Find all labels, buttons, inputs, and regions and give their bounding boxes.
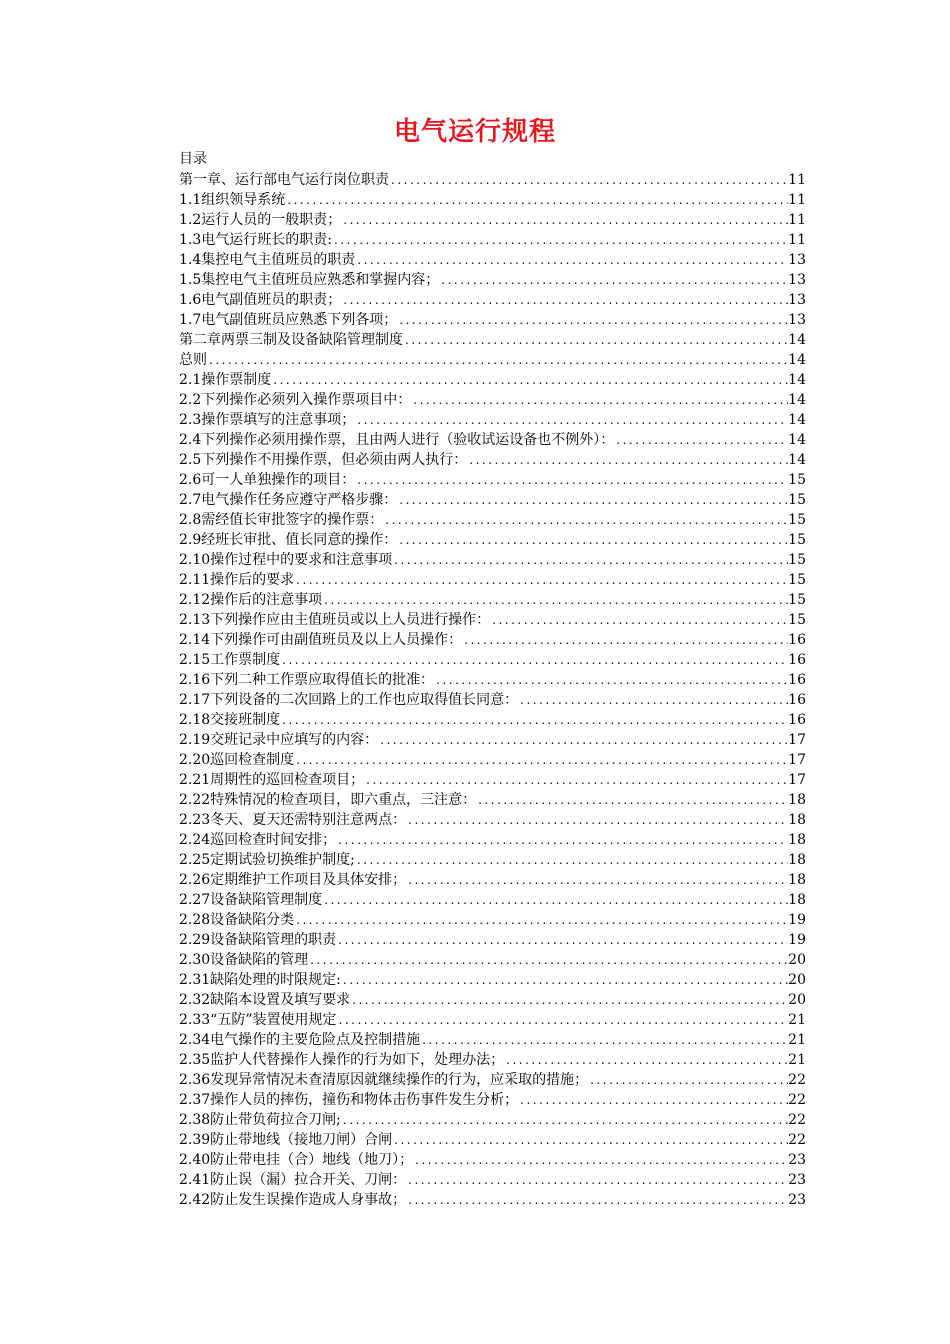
toc-entry-title: 2.27设备缺陷管理制度: [179, 892, 323, 908]
toc-entry[interactable]: [179, 350, 806, 370]
toc-entry[interactable]: [179, 690, 806, 710]
toc-entry-page: 23: [788, 1172, 806, 1188]
toc-entry-page: 14: [788, 392, 806, 408]
toc-entry[interactable]: [179, 1070, 806, 1090]
toc-entry-page: 11: [788, 192, 806, 208]
toc-entry-page: 18: [788, 832, 806, 848]
toc-dot-leader: [434, 670, 788, 690]
toc-entry[interactable]: [179, 470, 806, 490]
toc-dot-leader: [322, 590, 788, 610]
toc-entry-title: 1.5集控电气主值班员应熟悉和掌握内容；: [179, 272, 440, 288]
toc-entry-title: 第一章、运行部电气运行岗位职责: [179, 172, 389, 188]
toc-entry-page: 15: [788, 532, 806, 548]
toc-entry[interactable]: [179, 530, 806, 550]
toc-entry[interactable]: [179, 830, 806, 850]
toc-entry[interactable]: [179, 1110, 806, 1130]
toc-entry[interactable]: [179, 770, 806, 790]
toc-entry[interactable]: [179, 270, 806, 290]
toc-entry-title: 2.11操作后的要求: [179, 572, 295, 588]
toc-dot-leader: [406, 1170, 788, 1190]
toc-entry[interactable]: [179, 1010, 806, 1030]
toc-entry-page: 13: [788, 292, 806, 308]
toc-dot-leader: [336, 830, 788, 850]
toc-entry[interactable]: [179, 190, 806, 210]
toc-entry-page: 11: [788, 212, 806, 228]
toc-entry[interactable]: [179, 250, 806, 270]
toc-entry-page: 17: [788, 772, 806, 788]
toc-dot-leader: [504, 1050, 788, 1070]
toc-entry-title: 2.33“五防”装置使用规定: [179, 1012, 337, 1028]
toc-dot-leader: [207, 350, 788, 370]
toc-entry-page: 20: [788, 992, 806, 1008]
toc-entry[interactable]: [179, 630, 806, 650]
toc-entry-page: 22: [788, 1072, 806, 1088]
toc-entry-title: 2.21周期性的巡回检查项目；: [179, 772, 365, 788]
toc-entry-title: 1.2运行人员的一般职责；: [179, 212, 342, 228]
toc-entry[interactable]: [179, 430, 806, 450]
toc-entry-title: 2.32缺陷本设置及填写要求: [179, 992, 351, 1008]
toc-entry-title: 1.6电气副值班员的职责；: [179, 292, 342, 308]
toc-dot-leader: [383, 510, 788, 530]
toc-dot-leader: [439, 270, 788, 290]
toc-entry-page: 13: [788, 272, 806, 288]
toc-dot-leader: [420, 1030, 788, 1050]
toc-entry-page: 18: [788, 812, 806, 828]
toc-entry-page: 16: [788, 632, 806, 648]
toc-entry-title: 2.16下列二种工作票应取得值长的批准：: [179, 672, 435, 688]
toc-dot-leader: [322, 890, 788, 910]
toc-entry[interactable]: [179, 390, 806, 410]
toc-entry[interactable]: [179, 610, 806, 630]
toc-entry-title: 总则: [179, 352, 207, 368]
toc-dot-leader: [413, 1150, 788, 1170]
toc-entry-page: 17: [788, 752, 806, 768]
toc-entry-page: 18: [788, 892, 806, 908]
toc-entry-page: 21: [788, 1052, 806, 1068]
toc-entry-title: 2.30设备缺陷的管理: [179, 952, 309, 968]
toc-entry-page: 14: [788, 372, 806, 388]
toc-entry-title: 2.1操作票制度: [179, 372, 272, 388]
toc-dot-leader: [336, 930, 788, 950]
toc-entry-title: 1.3电气运行班长的职责:: [179, 232, 332, 248]
toc-entry-title: 2.36发现异常情况未查清原因就继续操作的行为，应采取的措施；: [179, 1072, 589, 1088]
toc-entry-title: 2.20巡回检查制度: [179, 752, 295, 768]
toc-entry-page: 23: [788, 1152, 806, 1168]
toc-entry-title: 1.7电气副值班员应熟悉下列各项；: [179, 312, 398, 328]
toc-entry-title: 2.34电气操作的主要危险点及控制措施: [179, 1032, 421, 1048]
toc-entry-title: 2.14下列操作可由副值班员及以上人员操作：: [179, 632, 463, 648]
toc-entry-title: 2.37操作人员的摔伤，撞伤和物体击伤事件发生分析；: [179, 1092, 519, 1108]
toc-entry[interactable]: [179, 170, 806, 190]
toc-dot-leader: [614, 430, 788, 450]
toc-entry-page: 21: [788, 1032, 806, 1048]
toc-entry[interactable]: [179, 330, 806, 350]
toc-entry-title: 2.19交班记录中应填写的内容：: [179, 732, 379, 748]
toc-entry-page: 15: [788, 552, 806, 568]
toc-dot-leader: [294, 750, 788, 770]
toc-entry-page: 15: [788, 472, 806, 488]
toc-dot-leader: [341, 290, 788, 310]
toc-dot-leader: [467, 450, 788, 470]
toc-dot-leader: [280, 650, 788, 670]
toc-entry-page: 15: [788, 572, 806, 588]
toc-entry-title: 1.1组织领导系统: [179, 192, 286, 208]
toc-entry-title: 2.40防止带电挂（合）地线（地刀）；: [179, 1152, 414, 1168]
toc-entry[interactable]: [179, 1150, 806, 1170]
toc-entry-page: 14: [788, 412, 806, 428]
toc-entry[interactable]: [179, 670, 806, 690]
toc-entry-title: 2.15工作票制度: [179, 652, 281, 668]
toc-entry-page: 17: [788, 732, 806, 748]
toc-dot-leader: [355, 250, 788, 270]
toc-entry-page: 16: [788, 712, 806, 728]
toc-entry-title: 2.38防止带负荷拉合刀闸;: [179, 1112, 341, 1128]
toc-entry-title: 2.31缺陷处理的时限规定:: [179, 972, 341, 988]
toc-entry-title: 2.42防止发生误操作造成人身事故；: [179, 1192, 407, 1208]
toc-entry-page: 14: [788, 352, 806, 368]
toc-dot-leader: [476, 790, 788, 810]
toc-entry-title: 2.8需经值长审批签字的操作票：: [179, 512, 384, 528]
toc-entry[interactable]: [179, 410, 806, 430]
toc-entry-title: 2.2下列操作必须列入操作票项目中：: [179, 392, 412, 408]
toc-entry-page: 22: [788, 1092, 806, 1108]
toc-entry[interactable]: [179, 570, 806, 590]
toc-dot-leader: [518, 1090, 788, 1110]
toc-dot-leader: [392, 550, 788, 570]
toc-dot-leader: [332, 230, 788, 250]
toc-entry-page: 18: [788, 792, 806, 808]
toc-entry-page: 11: [788, 232, 806, 248]
toc-entry-title: 1.4集控电气主值班员的职责: [179, 252, 356, 268]
toc-entry[interactable]: [179, 990, 806, 1010]
toc-dot-leader: [364, 770, 788, 790]
toc-entry[interactable]: [179, 590, 806, 610]
toc-entry-page: 11: [788, 172, 806, 188]
toc-entry-page: 15: [788, 592, 806, 608]
toc-dot-leader: [406, 810, 788, 830]
toc-entry[interactable]: [179, 290, 806, 310]
toc-entry-page: 14: [788, 332, 806, 348]
toc-entry-title: 2.23冬天、夏天还需特别注意两点：: [179, 812, 407, 828]
toc-dot-leader: [389, 170, 788, 190]
toc-entry[interactable]: [179, 930, 806, 950]
toc-entry[interactable]: [179, 890, 806, 910]
toc-entry[interactable]: [179, 1170, 806, 1190]
document-title: 电气运行规程: [393, 117, 556, 147]
toc-entry-title: 2.7电气操作任务应遵守严格步骤：: [179, 492, 398, 508]
toc-entry-title: 2.10操作过程中的要求和注意事项: [179, 552, 393, 568]
toc-dot-leader: [397, 530, 788, 550]
toc-entry[interactable]: [179, 870, 806, 890]
toc-entry-page: 13: [788, 252, 806, 268]
toc-entry[interactable]: [179, 910, 806, 930]
toc-dot-leader: [280, 710, 788, 730]
toc-entry-page: 18: [788, 852, 806, 868]
toc-entry[interactable]: [179, 750, 806, 770]
toc-entry-page: 19: [788, 932, 806, 948]
toc-dot-leader: [294, 570, 788, 590]
toc-entry[interactable]: [179, 650, 806, 670]
toc-entry[interactable]: [179, 1090, 806, 1110]
toc-entry[interactable]: [179, 510, 806, 530]
toc-entry-page: 23: [788, 1192, 806, 1208]
toc-dot-leader: [411, 390, 788, 410]
toc-entry-page: 16: [788, 692, 806, 708]
table-of-contents: [179, 170, 806, 1210]
toc-entry-page: 16: [788, 652, 806, 668]
toc-entry-page: 20: [788, 952, 806, 968]
toc-dot-leader: [341, 210, 788, 230]
toc-entry-title: 2.17下列设备的二次回路上的工作也应取得值长同意：: [179, 692, 519, 708]
toc-entry-page: 14: [788, 452, 806, 468]
toc-entry-title: 2.9经班长审批、值长同意的操作：: [179, 532, 398, 548]
toc-entry-page: 19: [788, 912, 806, 928]
toc-dot-leader: [350, 990, 788, 1010]
toc-dot-leader: [308, 950, 788, 970]
toc-entry-page: 20: [788, 972, 806, 988]
toc-dot-leader: [294, 910, 788, 930]
toc-entry[interactable]: [179, 850, 806, 870]
toc-entry-page: 15: [788, 612, 806, 628]
toc-entry-title: 2.3操作票填写的注意事项；: [179, 412, 356, 428]
toc-entry-page: 22: [788, 1132, 806, 1148]
toc-entry[interactable]: [179, 490, 806, 510]
toc-entry[interactable]: [179, 550, 806, 570]
toc-entry[interactable]: [179, 950, 806, 970]
toc-entry-title: 2.4下列操作必须用操作票，且由两人进行（验收试运设备也不例外）：: [179, 432, 615, 448]
toc-dot-leader: [285, 190, 788, 210]
toc-entry-title: 2.5下列操作不用操作票，但必须由两人执行：: [179, 452, 468, 468]
toc-entry-title: 2.13下列操作应由主值班员或以上人员进行操作：: [179, 612, 491, 628]
toc-dot-leader: [337, 1010, 789, 1030]
toc-entry[interactable]: [179, 1050, 806, 1070]
toc-dot-leader: [397, 310, 788, 330]
toc-dot-leader: [406, 870, 788, 890]
toc-entry-page: 21: [788, 1012, 806, 1028]
toc-dot-leader: [397, 490, 788, 510]
toc-entry-page: 14: [788, 432, 806, 448]
toc-entry-title: 2.35监护人代替操作人操作的行为如下，处理办法；: [179, 1052, 505, 1068]
toc-entry[interactable]: [179, 1190, 806, 1210]
toc-entry-title: 第二章两票三制及设备缺陷管理制度: [179, 332, 403, 348]
toc-entry-title: 2.25定期试验切换维护制度;: [179, 852, 355, 868]
toc-entry-page: 18: [788, 872, 806, 888]
toc-dot-leader: [341, 1110, 788, 1130]
toc-dot-leader: [355, 470, 788, 490]
toc-entry[interactable]: [179, 730, 806, 750]
toc-heading: 目录: [179, 151, 207, 167]
toc-dot-leader: [271, 370, 788, 390]
toc-dot-leader: [518, 690, 788, 710]
toc-entry-page: 16: [788, 672, 806, 688]
toc-entry[interactable]: [179, 710, 806, 730]
toc-entry[interactable]: [179, 970, 806, 990]
toc-entry-page: 22: [788, 1112, 806, 1128]
toc-entry-title: 2.24巡回检查时间安排；: [179, 832, 337, 848]
toc-entry-page: 15: [788, 512, 806, 528]
toc-dot-leader: [355, 410, 788, 430]
toc-entry[interactable]: [179, 810, 806, 830]
toc-entry-title: 2.28设备缺陷分类: [179, 912, 295, 928]
toc-entry-page: 13: [788, 312, 806, 328]
toc-entry[interactable]: [179, 790, 806, 810]
toc-entry[interactable]: [179, 450, 806, 470]
toc-dot-leader: [588, 1070, 788, 1090]
toc-dot-leader: [378, 730, 788, 750]
toc-entry-title: 2.6可一人单独操作的项目：: [179, 472, 356, 488]
toc-entry[interactable]: [179, 1030, 806, 1050]
toc-dot-leader: [341, 970, 788, 990]
toc-entry-title: 2.41防止误（漏）拉合开关、刀闸：: [179, 1172, 407, 1188]
toc-entry-title: 2.12操作后的注意事项: [179, 592, 323, 608]
toc-entry-title: 2.22特殊情况的检查项目，即六重点，三注意：: [179, 792, 477, 808]
toc-dot-leader: [490, 610, 788, 630]
toc-entry-title: 2.18交接班制度: [179, 712, 281, 728]
toc-dot-leader: [462, 630, 788, 650]
toc-dot-leader: [406, 1190, 788, 1210]
toc-entry-title: 2.39防止带地线（接地刀闸）合闸: [179, 1132, 393, 1148]
toc-entry-title: 2.26定期维护工作项目及具体安排；: [179, 872, 407, 888]
toc-entry[interactable]: [179, 310, 806, 330]
toc-dot-leader: [355, 850, 788, 870]
toc-dot-leader: [403, 330, 788, 350]
toc-entry[interactable]: [179, 210, 806, 230]
toc-entry-title: 2.29设备缺陷管理的职责: [179, 932, 337, 948]
toc-entry[interactable]: [179, 370, 806, 390]
toc-entry[interactable]: [179, 230, 806, 250]
toc-dot-leader: [392, 1130, 788, 1150]
toc-entry-page: 15: [788, 492, 806, 508]
toc-entry[interactable]: [179, 1130, 806, 1150]
